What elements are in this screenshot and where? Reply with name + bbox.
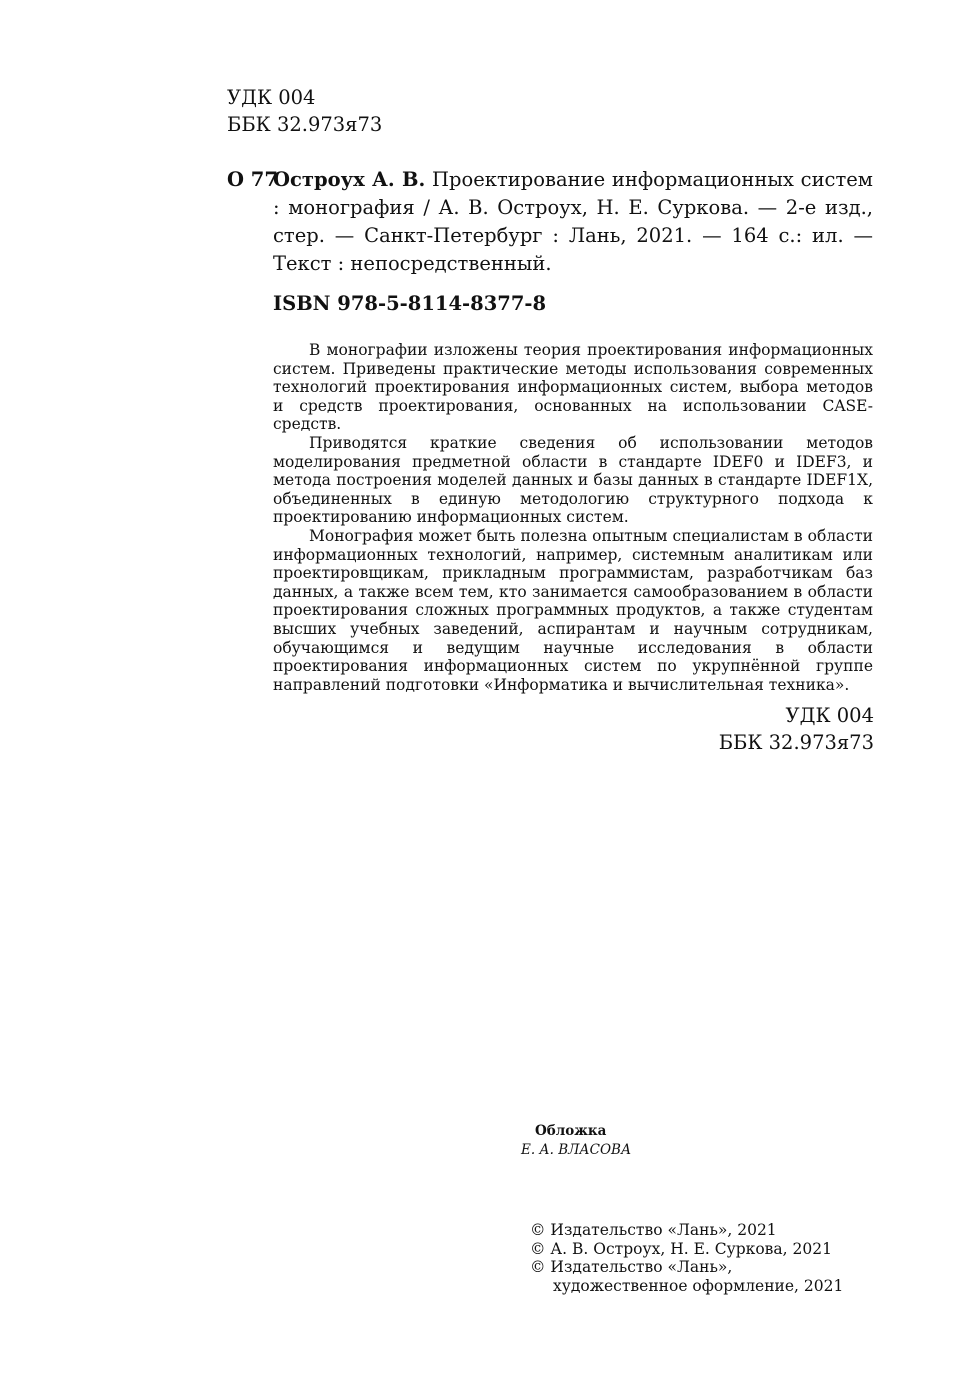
copyright-line: © Издательство «Лань», (530, 1258, 733, 1276)
bbk-code: ББК 32.973я73 (227, 113, 383, 136)
copyright-line: © А. В. Остроух, Н. Е. Суркова, 2021 (530, 1239, 832, 1258)
abstract (273, 341, 873, 694)
udk-code: УДК 004 (227, 86, 316, 109)
author-mark: О 77 (227, 168, 278, 191)
copyright-block (530, 1221, 843, 1295)
cover-credit (521, 1122, 631, 1160)
classification-bottom (719, 702, 874, 756)
entry-author: Остроух А. В. (273, 168, 426, 191)
cover-designer: Е. А. ВЛАСОВА (521, 1142, 632, 1158)
udk-code: УДК 004 (785, 704, 874, 727)
entry-description: Проектирование информационных систем : монография / А. В. Остроух, Н. Е. Суркова. — 2-е изд., стер. — Санкт-Петербург : Лань, 2021. — 164 с.: ил. — Текст : непосредственный. (273, 168, 873, 275)
copyright-line: © Издательство «Лань», 2021 (530, 1221, 777, 1239)
abstract-paragraph: В монографии изложены теория проектирования информационных систем. Приведены практические методы использования современных технологий проектирования информационных систем, выбора методов и средств проектирования, основанных на использовании CASE-средств. (273, 341, 873, 434)
bibliographic-entry (273, 166, 873, 278)
isbn: ISBN 978-5-8114-8377-8 (273, 292, 547, 315)
abstract-paragraph: Приводятся краткие сведения об использовании методов моделирования предметной области в стандарте IDEF0 и IDEF3, и метода построения моделей данных и базы данных в стандарте IDEF1X, объединенных в единую методологию структурного подхода к проектированию информационных систем. (273, 433, 873, 527)
cover-label: Обложка (535, 1123, 607, 1139)
abstract-paragraph: Монография может быть полезна опытным специалистам в области информационных технологий, например, системным аналитикам или проектировщикам, прикладным программистам, разработчикам баз данных, а также всем тем, кто занимается самообразованием в области проектирования сложных программных продуктов, а также студентам высших учебных заведений, аспирантам и научным сотрудникам, обучающимся и ведущим научные исследования в области проектирования информационных систем по укрупнённой группе направлений подготовки «Информатика и вычислительная техника». (273, 526, 873, 694)
bbk-code: ББК 32.973я73 (718, 731, 874, 754)
classification-top (227, 84, 382, 138)
copyright-line: художественное оформление, 2021 (553, 1276, 844, 1295)
